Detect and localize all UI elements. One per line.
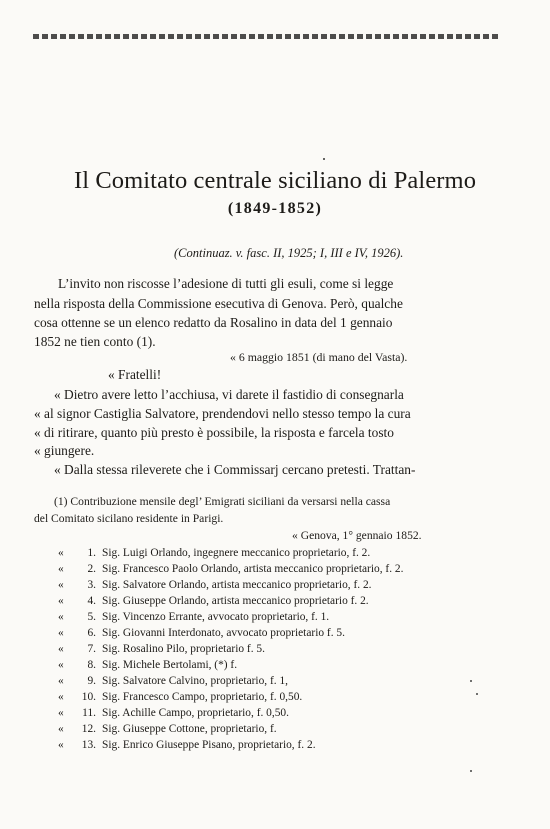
list-item: « 10. Sig. Francesco Campo, proprietario, f. 0,50. bbox=[58, 691, 303, 703]
list-item: « 2. Sig. Francesco Paolo Orlando, artista meccanico proprietario, f. 2. bbox=[58, 563, 404, 575]
body-line: L’invito non riscosse l’adesione di tutti gli esuli, come si legge bbox=[58, 276, 394, 291]
body-line: « Dietro avere letto l’acchiusa, vi darete il fastidio di consegnarla bbox=[54, 387, 404, 402]
list-item: « 6. Sig. Giovanni Interdonato, avvocato proprietario f. 5. bbox=[58, 627, 345, 639]
letter-date-line: « 6 maggio 1851 (di mano del Vasta). bbox=[230, 350, 408, 364]
article-dates: (1849-1852) bbox=[227, 200, 323, 217]
list-item: « 12. Sig. Giuseppe Cottone, proprietario, f. bbox=[58, 723, 277, 735]
footnote-date: « Genova, 1° gennaio 1852. bbox=[292, 529, 422, 542]
article-title: Il Comitato centrale siciliano di Palermo bbox=[73, 167, 477, 194]
list-item: « 1. Sig. Luigi Orlando, ingegnere meccanico proprietario, f. 2. bbox=[58, 547, 371, 559]
list-item: « 9. Sig. Salvatore Calvino, proprietario, f. 1, bbox=[58, 675, 289, 687]
list-item: « 3. Sig. Salvatore Orlando, artista meccanico proprietario, f. 2. bbox=[58, 579, 372, 591]
decorative-dot bbox=[323, 158, 325, 160]
footnote-line: del Comitato sicilano residente in Parigi. bbox=[34, 512, 224, 525]
body-line: « di ritirare, quanto più presto è possibile, la risposta e farcela tosto bbox=[34, 425, 394, 440]
list-item: « 8. Sig. Michele Bertolami, (*) f. bbox=[58, 659, 238, 671]
footnote-line: (1) Contribuzione mensile degl’ Emigrati siciliani da versarsi nella cassa bbox=[54, 495, 391, 508]
body-line: « giungere. bbox=[34, 443, 95, 458]
list-item: « 4. Sig. Giuseppe Orlando, artista meccanico proprietario f. 2. bbox=[58, 595, 369, 607]
body-line: cosa ottenne se un elenco redatto da Rosalino in data del 1 gennaio bbox=[34, 315, 393, 330]
header-ornament-rule bbox=[33, 34, 501, 39]
body-line: « al signor Castiglia Salvatore, prendendovi nello stesso tempo la cura bbox=[34, 406, 411, 421]
list-item: « 5. Sig. Vincenzo Errante, avvocato proprietario, f. 1. bbox=[58, 611, 330, 623]
body-line: 1852 ne tien conto (1). bbox=[34, 334, 156, 349]
body-line: nella risposta della Commissione esecutiva di Genova. Però, qualche bbox=[34, 296, 403, 311]
continuation-note: (Continuaz. v. fasc. II, 1925; I, III e IV, 1926). bbox=[174, 246, 404, 260]
list-item: « 11. Sig. Achille Campo, proprietario, f. 0,50. bbox=[58, 707, 289, 719]
stray-mark bbox=[476, 693, 478, 695]
stray-mark bbox=[470, 770, 472, 772]
list-item: « 13. Sig. Enrico Giuseppe Pisano, proprietario, f. 2. bbox=[58, 739, 316, 751]
stray-mark bbox=[470, 680, 472, 682]
list-item: « 7. Sig. Rosalino Pilo, proprietario f. 5. bbox=[58, 643, 265, 655]
letter-salutation: « Fratelli! bbox=[108, 367, 162, 382]
body-line: « Dalla stessa rileverete che i Commissarj cercano pretesti. Trattan- bbox=[54, 462, 416, 477]
